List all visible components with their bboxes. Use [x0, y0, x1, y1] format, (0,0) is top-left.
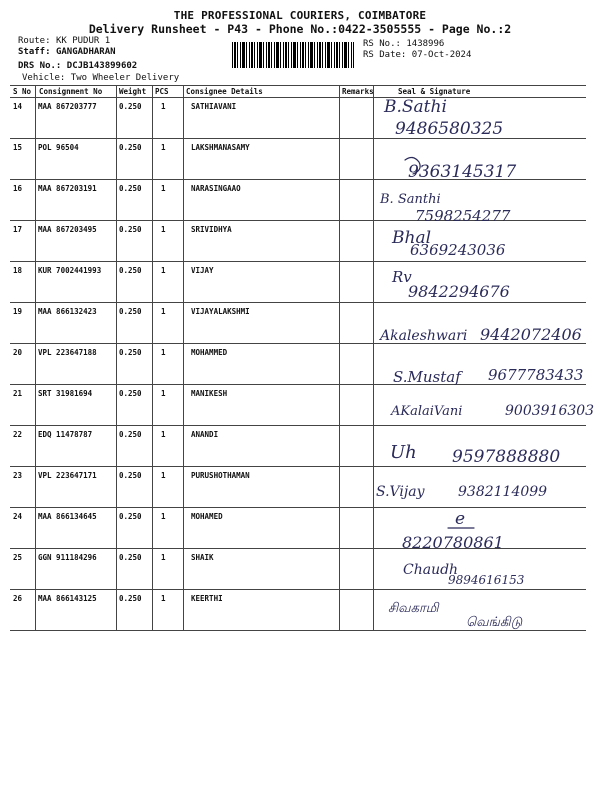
row-consignee: PURUSHOTHAMAN — [191, 471, 250, 480]
row-weight: 0.250 — [119, 471, 142, 480]
row-consignment-no: MAA 866143125 — [38, 594, 97, 603]
row-consignment-no: EDQ 11478787 — [38, 430, 93, 439]
col-header-remarks: Remarks — [342, 87, 374, 96]
row-sno: 15 — [13, 143, 23, 152]
signature-handwriting: B. Santhi — [380, 192, 441, 207]
row-sno: 24 — [13, 512, 23, 521]
row-consignee: SATHIAVANI — [191, 102, 237, 111]
phone-handwriting: 8220780861 — [402, 533, 504, 552]
phone-handwriting: 9894616153 — [448, 573, 525, 587]
row-consignee: MOHAMED — [191, 512, 223, 521]
row-consignee: VIJAY — [191, 266, 214, 275]
drs-label: DRS No.: — [18, 61, 62, 71]
phone-handwriting: 9363145317 — [408, 162, 517, 182]
row-consignment-no: MAA 866132423 — [38, 307, 97, 316]
row-pcs: 1 — [161, 225, 166, 234]
row-weight: 0.250 — [119, 430, 142, 439]
col-header-weight: Weight — [119, 87, 147, 96]
row-sno: 23 — [13, 471, 23, 480]
row-consignment-no: VPL 223647188 — [38, 348, 97, 357]
signature-handwriting: Rv — [392, 268, 412, 286]
row-consignee: MANIKESH — [191, 389, 228, 398]
company-title: THE PROFESSIONAL COURIERS, COIMBATORE — [173, 9, 427, 22]
row-sno: 19 — [13, 307, 23, 316]
phone-handwriting: 9486580325 — [395, 119, 504, 139]
row-consignee: KEERTHI — [191, 594, 223, 603]
runsheet-subtitle: Delivery Runsheet - P43 - Phone No.:0422-3505555 - Page No.:2 — [88, 22, 512, 36]
row-pcs: 1 — [161, 471, 166, 480]
staff-value: GANGADHARAN — [55, 47, 116, 57]
route-value: KK PUDUR 1 — [55, 36, 111, 46]
row-consignee: VIJAYALAKSHMI — [191, 307, 250, 316]
vehicle-label: Vehicle: — [22, 73, 66, 83]
row-weight: 0.250 — [119, 512, 142, 521]
rs-date-value: 07-Oct-2024 — [411, 50, 472, 60]
row-consignee: NARASINGAAO — [191, 184, 241, 193]
signature-handwriting: B.Sathi — [384, 97, 447, 117]
signature-handwriting: Uh — [390, 442, 417, 463]
row-pcs: 1 — [161, 512, 166, 521]
row-sno: 21 — [13, 389, 23, 398]
phone-handwriting: 6369243036 — [410, 241, 506, 259]
row-weight: 0.250 — [119, 348, 142, 357]
staff-label: Staff: — [18, 47, 51, 57]
row-consignment-no: MAA 866134645 — [38, 512, 97, 521]
row-pcs: 1 — [161, 389, 166, 398]
vehicle-value: Two Wheeler Delivery — [70, 73, 180, 83]
signature-handwriting: சிவகாமி — [388, 601, 439, 616]
row-consignment-no: SRT 31981694 — [38, 389, 93, 398]
row-sno: 18 — [13, 266, 23, 275]
row-consignee: SHAIK — [191, 553, 214, 562]
row-pcs: 1 — [161, 102, 166, 111]
row-consignment-no: MAA 867203777 — [38, 102, 97, 111]
col-header-sno: S No — [13, 87, 32, 96]
drs-value: DCJB143899602 — [66, 61, 138, 71]
row-consignee: MOHAMMED — [191, 348, 228, 357]
row-weight: 0.250 — [119, 266, 142, 275]
signature-handwriting: S.Vijay — [376, 484, 425, 500]
row-consignment-no: POL 96504 — [38, 143, 79, 152]
row-sno: 20 — [13, 348, 23, 357]
row-pcs: 1 — [161, 266, 166, 275]
row-pcs: 1 — [161, 348, 166, 357]
rs-no-value: 1438996 — [406, 39, 445, 49]
row-consignee: SRIVIDHYA — [191, 225, 232, 234]
signature-handwriting: Akaleshwari — [380, 328, 468, 344]
col-header-signature: Seal & Signature — [398, 87, 471, 96]
phone-handwriting: 9842294676 — [408, 282, 510, 301]
row-weight: 0.250 — [119, 594, 142, 603]
col-header-consignee: Consignee Details — [186, 87, 263, 96]
col-header-consignment: Consignment No — [39, 87, 103, 96]
phone-handwriting: 9597888880 — [452, 447, 561, 467]
signature-handwriting: S.Mustaf — [393, 368, 461, 386]
row-consignee: ANANDI — [191, 430, 219, 439]
row-sno: 14 — [13, 102, 23, 111]
signature-handwriting: Chaudh — [403, 562, 459, 578]
route-label: Route: — [18, 36, 51, 46]
row-pcs: 1 — [161, 184, 166, 193]
signature-handwriting: AKalaiVani — [391, 404, 463, 419]
rs-no-label: RS No.: — [363, 39, 401, 49]
row-weight: 0.250 — [119, 307, 142, 316]
row-pcs: 1 — [161, 143, 166, 152]
row-weight: 0.250 — [119, 184, 142, 193]
row-consignment-no: VPL 223647171 — [38, 471, 97, 480]
row-pcs: 1 — [161, 430, 166, 439]
row-weight: 0.250 — [119, 143, 142, 152]
row-sno: 26 — [13, 594, 23, 603]
phone-handwriting: 9382114099 — [458, 484, 548, 500]
row-weight: 0.250 — [119, 102, 142, 111]
rs-date-label: RS Date: — [363, 50, 407, 60]
row-weight: 0.250 — [119, 553, 142, 562]
row-sno: 16 — [13, 184, 23, 193]
row-pcs: 1 — [161, 307, 166, 316]
row-consignment-no: GGN 911184296 — [38, 553, 97, 562]
row-consignment-no: MAA 867203191 — [38, 184, 97, 193]
signature-handwriting: e — [455, 509, 466, 529]
row-consignment-no: MAA 867203495 — [38, 225, 97, 234]
row-consignment-no: KUR 7002441993 — [38, 266, 102, 275]
phone-handwriting: 9677783433 — [488, 366, 584, 384]
signature-handwriting: வெங்கிடு — [466, 615, 523, 630]
row-weight: 0.250 — [119, 389, 142, 398]
col-header-pcs: PCS — [155, 87, 169, 96]
row-sno: 17 — [13, 225, 23, 234]
phone-handwriting: 9442072406 — [480, 325, 582, 344]
phone-handwriting: 9003916303 — [505, 403, 595, 419]
phone-handwriting: 7598254277 — [415, 207, 511, 225]
row-sno: 22 — [13, 430, 23, 439]
row-pcs: 1 — [161, 553, 166, 562]
row-weight: 0.250 — [119, 225, 142, 234]
row-consignee: LAKSHMANASAMY — [191, 143, 250, 152]
row-pcs: 1 — [161, 594, 166, 603]
row-sno: 25 — [13, 553, 23, 562]
signature-handwriting: Bhal — [392, 228, 432, 248]
